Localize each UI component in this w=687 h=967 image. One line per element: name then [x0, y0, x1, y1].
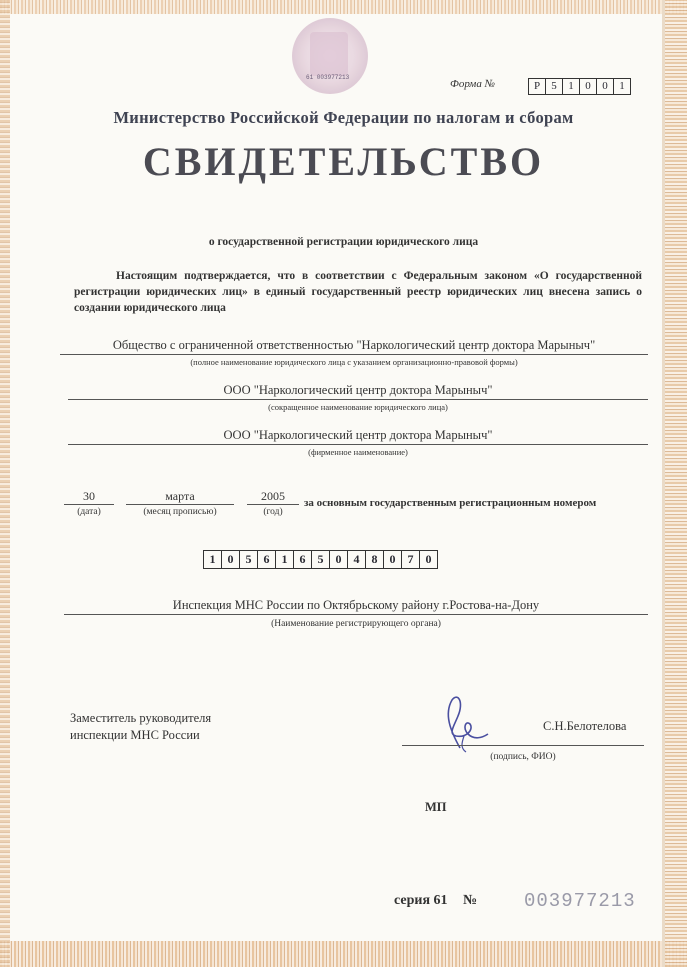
form-code-cell: 1 — [619, 80, 625, 92]
ministry-heading: Министерство Российской Федерации по налогам и сборам — [113, 108, 574, 127]
reg-digit-cell: 7 — [402, 551, 420, 568]
full-name-rule — [60, 354, 648, 355]
ornament-border-top — [0, 0, 687, 14]
registration-number-boxes — [203, 550, 438, 569]
full-name-value: Общество с ограниченной ответственностью "Наркологический центр доктора Марыныч" — [112, 338, 596, 352]
authority-rule — [64, 614, 648, 615]
short-name-caption: (сокращенное наименование юридического лица) — [268, 402, 448, 412]
signer-title-line1: Заместитель руководителя — [70, 711, 212, 725]
seal-place-label: МП — [425, 800, 447, 814]
full-name-caption: (полное наименование юридического лица с указанием организационно-правовой формы) — [190, 357, 518, 367]
hologram-stamp — [292, 18, 368, 94]
document-title: СВИДЕТЕЛЬСТВО — [142, 139, 545, 184]
date-day: 30 — [83, 489, 95, 503]
reg-digit-cell: 0 — [425, 552, 432, 566]
registration-number-label: за основным государственным регистрационным номером — [304, 497, 597, 509]
signer-name: С.Н.Белотелова — [543, 719, 627, 733]
ornament-border-bottom — [0, 941, 687, 967]
reg-digit-cell: 0 — [330, 551, 348, 568]
stamp-number: 61 003977213 — [306, 74, 350, 81]
document-subtitle: о государственной регистрации юридического лица — [208, 236, 479, 248]
reg-digit-cell: 6 — [258, 551, 276, 568]
reg-digit-cell: 8 — [366, 551, 384, 568]
body-paragraph: Настоящим подтверждается, что в соответствии с Федеральным законом «О государственной регистрации юридических лиц» в единый государственный реестр юридических лиц внесена запись о создании юридического лица — [74, 270, 642, 314]
reg-digit-cell: 0 — [384, 551, 402, 568]
reg-digit-cell: 1 — [276, 551, 294, 568]
authority-caption: (Наименование регистрирующего органа) — [271, 619, 441, 629]
form-number-label: Форма № — [450, 78, 495, 90]
firm-name-value: ООО "Наркологический центр доктора Марыныч" — [223, 428, 493, 442]
reg-digit-cell: 1 — [204, 551, 222, 568]
form-code-cell: Р — [529, 79, 546, 94]
date-day-caption: (дата) — [77, 507, 101, 517]
series-text: серия 61 — [394, 893, 448, 908]
reg-digit-cell: 0 — [222, 551, 240, 568]
serial-number: 003977213 — [524, 890, 636, 912]
reg-digit-cell: 5 — [240, 551, 258, 568]
date-year: 2005 — [261, 489, 285, 503]
form-code-cell: 1 — [563, 79, 580, 94]
signer-title — [70, 710, 211, 744]
authority-value: Инспекция МНС России по Октябрьскому району г.Ростова-на-Дону — [172, 598, 540, 612]
signer-title-line2: инспекции МНС России — [70, 728, 200, 742]
stamp-emblem — [310, 32, 348, 76]
date-month-rule — [126, 504, 234, 505]
date-year-rule — [247, 504, 299, 505]
firm-name-rule — [68, 444, 648, 445]
short-name-rule — [68, 399, 648, 400]
number-sign: № — [463, 893, 478, 908]
form-code-cell: 5 — [546, 79, 563, 94]
reg-digit-cell: 5 — [312, 551, 330, 568]
date-month: марта — [165, 489, 195, 503]
reg-digit-cell: 4 — [348, 551, 366, 568]
signature-caption: (подпись, ФИО) — [490, 752, 556, 762]
short-name-value: ООО "Наркологический центр доктора Марыныч" — [223, 383, 493, 397]
date-year-caption: (год) — [263, 507, 283, 517]
reg-digit-cell: 6 — [294, 551, 312, 568]
form-code-cell: 0 — [597, 79, 614, 94]
signature-rule — [402, 745, 644, 746]
form-number-boxes — [528, 78, 631, 95]
date-month-caption: (месяц прописью) — [143, 507, 217, 517]
series-label — [394, 893, 477, 909]
firm-name-caption: (фирменное наименование) — [308, 447, 408, 457]
form-code-cell: 0 — [580, 79, 597, 94]
date-day-rule — [64, 504, 114, 505]
